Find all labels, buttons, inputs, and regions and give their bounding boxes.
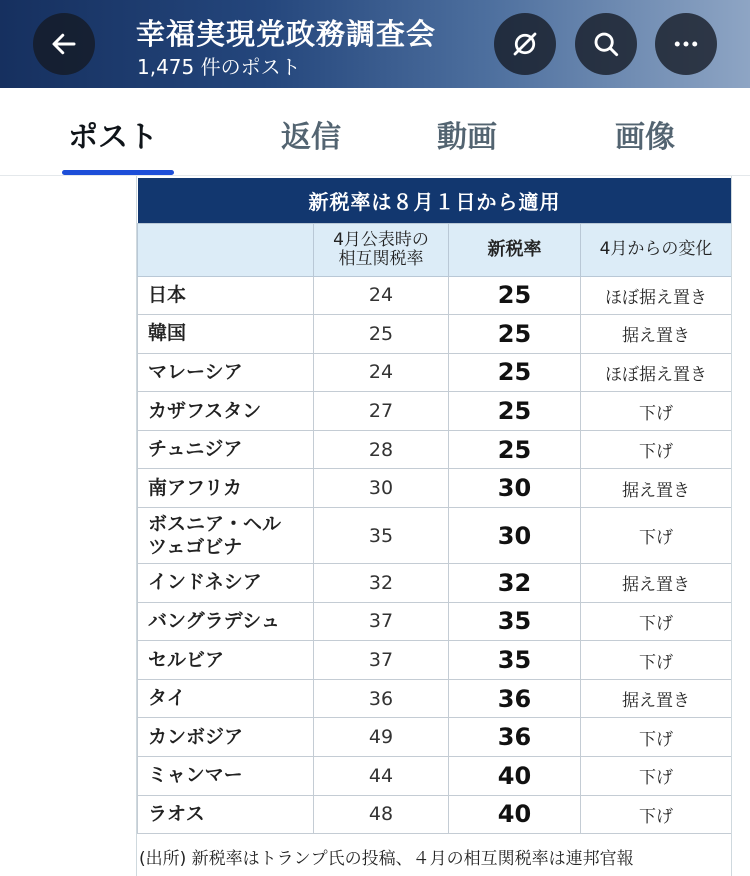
country-cell: ボスニア・ヘル ツェゴビナ [138, 508, 314, 564]
country-cell: ラオス [138, 795, 314, 834]
country-cell: セルビア [138, 641, 314, 680]
table-row [138, 353, 732, 392]
country-cell: ミャンマー [138, 757, 314, 796]
change-cell: 下げ [581, 392, 732, 431]
change-cell: 下げ [581, 795, 732, 834]
change-cell: 据え置き [581, 564, 732, 603]
table-row [138, 641, 732, 680]
more-button[interactable] [655, 13, 717, 75]
april-rate-cell: 28 [314, 430, 449, 469]
new-rate-cell: 35 [449, 641, 581, 680]
table-row [138, 602, 732, 641]
new-rate-cell: 25 [449, 315, 581, 354]
country-cell: カザフスタン [138, 392, 314, 431]
table-row [138, 469, 732, 508]
table-row [138, 757, 732, 796]
column-header-april-rate [314, 223, 449, 276]
country-cell: チュニジア [138, 430, 314, 469]
april-rate-cell: 37 [314, 641, 449, 680]
more-horizontal-icon [671, 29, 701, 59]
new-rate-cell: 25 [449, 276, 581, 315]
april-rate-cell: 27 [314, 392, 449, 431]
change-cell: 下げ [581, 718, 732, 757]
change-cell: 下げ [581, 508, 732, 564]
new-rate-cell: 36 [449, 679, 581, 718]
april-rate-cell: 37 [314, 602, 449, 641]
source-note: (出所) 新税率はトランプ氏の投稿、４月の相互関税率は連邦官報 [139, 849, 634, 869]
new-rate-cell: 25 [449, 392, 581, 431]
column-header-country [138, 223, 314, 276]
new-rate-cell: 36 [449, 718, 581, 757]
new-rate-cell: 35 [449, 602, 581, 641]
tab-replies[interactable]: 返信 [281, 120, 341, 155]
change-cell: 据え置き [581, 315, 732, 354]
country-cell: マレーシア [138, 353, 314, 392]
table-row [138, 679, 732, 718]
table-row [138, 718, 732, 757]
april-rate-cell: 24 [314, 276, 449, 315]
profile-header [0, 0, 750, 88]
change-cell: ほぼ据え置き [581, 276, 732, 315]
country-cell: カンボジア [138, 718, 314, 757]
change-cell: 下げ [581, 757, 732, 796]
country-cell: 日本 [138, 276, 314, 315]
new-rate-cell: 25 [449, 430, 581, 469]
country-cell: インドネシア [138, 564, 314, 603]
tariff-table [137, 178, 732, 834]
table-row [138, 430, 732, 469]
column-header-change: 4月からの変化 [581, 223, 732, 276]
account-name: 幸福実現党政務調査会 [136, 17, 437, 51]
change-cell: 下げ [581, 641, 732, 680]
change-cell: 下げ [581, 430, 732, 469]
tab-posts[interactable]: ポスト [68, 120, 158, 155]
april-rate-cell: 44 [314, 757, 449, 796]
april-rate-cell: 36 [314, 679, 449, 718]
new-rate-cell: 30 [449, 508, 581, 564]
table-row [138, 508, 732, 564]
post-count: 1,475 件のポスト [137, 55, 301, 79]
table-row [138, 276, 732, 315]
table-row [138, 564, 732, 603]
table-row [138, 315, 732, 354]
table-title: 新税率は８月１日から適用 [138, 178, 732, 223]
table-row [138, 392, 732, 431]
tab-videos[interactable]: 動画 [437, 120, 497, 155]
country-cell: タイ [138, 679, 314, 718]
change-cell: 据え置き [581, 679, 732, 718]
country-cell: バングラデシュ [138, 602, 314, 641]
post-image[interactable] [136, 176, 732, 876]
new-rate-cell: 40 [449, 757, 581, 796]
column-header-new-rate: 新税率 [449, 223, 581, 276]
new-rate-cell: 40 [449, 795, 581, 834]
country-cell: 韓国 [138, 315, 314, 354]
profile-tabs [0, 88, 750, 176]
new-rate-cell: 25 [449, 353, 581, 392]
april-rate-cell: 48 [314, 795, 449, 834]
april-rate-cell: 30 [314, 469, 449, 508]
table-row [138, 795, 732, 834]
new-rate-cell: 30 [449, 469, 581, 508]
april-rate-cell: 24 [314, 353, 449, 392]
mute-off-icon [510, 29, 540, 59]
change-cell: 据え置き [581, 469, 732, 508]
arrow-left-icon [49, 29, 79, 59]
active-tab-indicator [62, 170, 174, 175]
back-button[interactable] [33, 13, 95, 75]
search-button[interactable] [575, 13, 637, 75]
tab-images[interactable]: 画像 [615, 120, 675, 155]
april-rate-cell: 35 [314, 508, 449, 564]
april-rate-cell: 25 [314, 315, 449, 354]
april-rate-cell: 32 [314, 564, 449, 603]
new-rate-cell: 32 [449, 564, 581, 603]
country-cell: 南アフリカ [138, 469, 314, 508]
search-icon [591, 29, 621, 59]
april-rate-cell: 49 [314, 718, 449, 757]
change-cell: 下げ [581, 602, 732, 641]
change-cell: ほぼ据え置き [581, 353, 732, 392]
mute-button[interactable] [494, 13, 556, 75]
april-rate-header-text: 4月公表時の 相互関税率 [333, 229, 429, 269]
